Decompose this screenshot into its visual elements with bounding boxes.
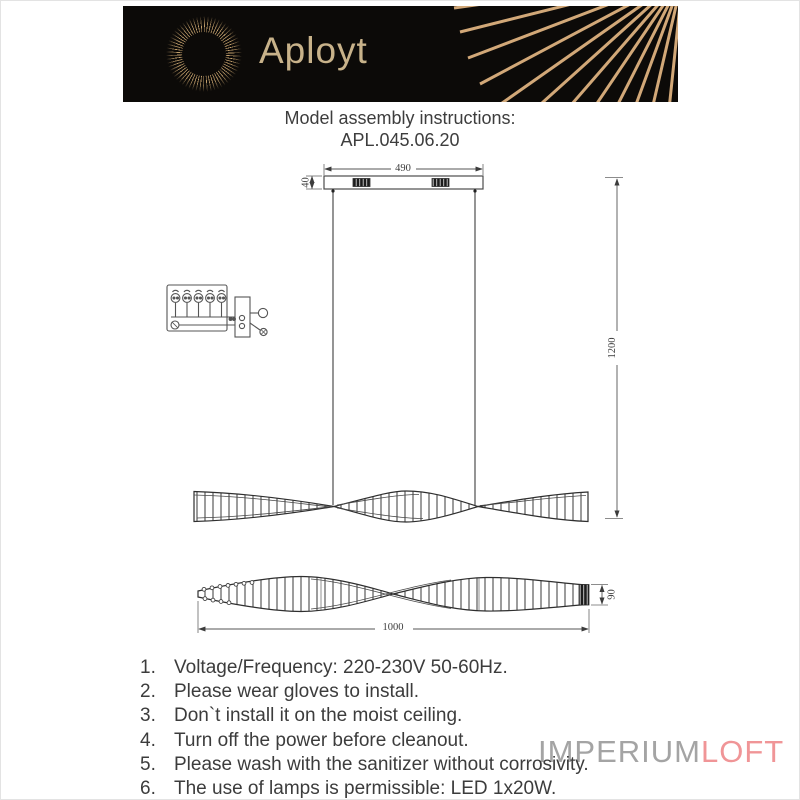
- instruction-number: 6.: [140, 777, 156, 799]
- instruction-item: [1, 705, 799, 729]
- dimension-drop-height: [605, 178, 623, 519]
- dim-label-90: 90: [606, 589, 618, 600]
- dimension-canopy-width: [324, 161, 483, 175]
- dim-label-1200: 1200: [607, 337, 618, 359]
- canopy-drawing: [324, 176, 483, 189]
- instruction-number: 4.: [140, 729, 156, 751]
- instruction-text: Please wash with the sanitizer without corrosivity.: [174, 753, 589, 775]
- dimension-lamp-height: [591, 585, 618, 606]
- instruction-item: [1, 657, 799, 681]
- dim-label-490: 490: [395, 163, 411, 174]
- rays-decoration-icon: [448, 6, 678, 102]
- instruction-number: 2.: [140, 681, 156, 703]
- dimension-canopy-height: [301, 176, 323, 189]
- instruction-text: Don`t install it on the moist ceiling.: [174, 705, 463, 727]
- brand-banner: [123, 6, 678, 102]
- lamp-side-view: [194, 491, 588, 522]
- wiring-diagram: [167, 285, 268, 337]
- starburst-core: [182, 32, 226, 76]
- instruction-text: Please wear gloves to install.: [174, 681, 420, 703]
- instruction-number: 1.: [140, 657, 156, 678]
- instruction-text: Voltage/Frequency: 220-230V 50-60Hz.: [174, 657, 508, 678]
- watermark-loft: LOFT: [701, 734, 785, 769]
- brand-name: Aployt: [259, 30, 368, 71]
- instruction-number: 5.: [140, 753, 156, 775]
- watermark-imperium: IMPERIUM: [538, 734, 701, 769]
- instruction-item: [1, 778, 799, 800]
- dim-label-40: 40: [300, 177, 312, 188]
- instruction-text: The use of lamps is permissible: LED 1x20W.: [174, 777, 557, 799]
- instruction-item: [1, 681, 799, 705]
- instruction-item: [1, 754, 799, 778]
- instruction-list: [1, 657, 799, 800]
- instruction-text: Turn off the power before cleanout.: [174, 729, 469, 751]
- page-title: Model assembly instructions:: [284, 108, 516, 128]
- instruction-number: 3.: [140, 705, 156, 727]
- suspension-wires: [331, 189, 476, 505]
- instruction-item: [1, 730, 799, 754]
- technical-drawing: [131, 156, 651, 656]
- model-number: APL.045.06.20: [340, 130, 460, 150]
- dim-label-1000: 1000: [382, 622, 404, 633]
- lamp-front-view: [198, 577, 589, 612]
- title-block: [1, 107, 799, 151]
